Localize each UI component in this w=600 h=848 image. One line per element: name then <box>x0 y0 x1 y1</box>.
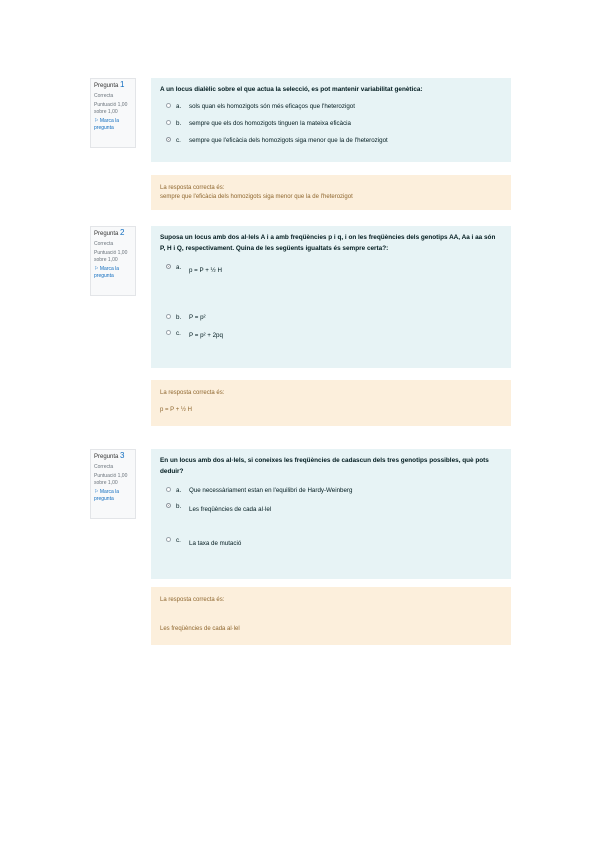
answer-option[interactable]: c. P = p² + 2pq <box>166 328 502 341</box>
question-mark: Puntuació 1,00 sobre 1,00 <box>94 473 128 486</box>
question-state: Correcta <box>94 463 114 470</box>
radio-button[interactable] <box>166 330 171 335</box>
question-number: Pregunta 2 <box>94 228 125 237</box>
flag-question-link[interactable]: ⚐ Marca la pregunta <box>94 489 120 502</box>
radio-button[interactable] <box>166 120 171 125</box>
answer-text: P = p² + 2pq <box>189 332 223 339</box>
answer-text: sempre que l'eficàcia dels homozigots siga menor que la de l'heterozigot <box>189 137 388 144</box>
question-info <box>90 226 136 296</box>
flag-icon: ⚐ <box>94 266 99 272</box>
radio-button[interactable] <box>166 314 171 319</box>
question-info <box>90 449 136 519</box>
flag-icon: ⚐ <box>94 118 99 124</box>
radio-button[interactable] <box>166 103 171 108</box>
correct-answer-feedback <box>151 587 511 645</box>
question-text: A un locus dialèlic sobre el que actua la selecció, es pot mantenir variabilitat genètica: <box>160 86 423 93</box>
flag-question-link[interactable]: ⚐ Marca la pregunta <box>94 266 120 279</box>
flag-icon: ⚐ <box>94 489 99 495</box>
answer-option[interactable]: b. P = p² <box>166 312 502 323</box>
answer-text: Que necessàriament estan en l'equilibri de Hardy-Weinberg <box>189 487 353 494</box>
answer-option[interactable]: c. La taxa de mutació <box>166 535 502 549</box>
question-content <box>151 78 511 162</box>
feedback-label: La resposta correcta és: <box>160 597 225 603</box>
radio-button[interactable] <box>166 537 171 542</box>
answer-option[interactable]: a. Que necessàriament estan en l'equilibri de Hardy-Weinberg <box>166 485 502 496</box>
answer-text: La taxa de mutació <box>189 540 242 547</box>
answer-option[interactable]: b. sempre que els dos homozigots tinguen la mateixa eficàcia <box>166 118 502 129</box>
answer-option[interactable]: c. sempre que l'eficàcia dels homozigots siga menor que la de l'heterozigot <box>166 135 502 146</box>
feedback-value: sempre que l'eficàcia dels homozigots siga menor que la de l'heterozigot <box>160 194 353 200</box>
feedback-value: p = P + ½ H <box>160 407 192 413</box>
answer-option[interactable]: a. p = P + ½ H <box>166 262 502 276</box>
answer-text: P = p² <box>189 314 206 321</box>
answer-option[interactable]: b. Les freqüències de cada al·lel <box>166 501 502 515</box>
radio-button-selected[interactable] <box>166 137 171 142</box>
flag-question-link[interactable]: ⚐ Marca la pregunta <box>94 118 120 131</box>
question-number: Pregunta 3 <box>94 451 125 460</box>
answer-text: p = P + ½ H <box>189 267 222 274</box>
answer-text: sols quan els homozigots són més eficaços que l'heterozigot <box>189 103 355 110</box>
question-text: Suposa un locus amb dos al·lels A i a amb freqüències p i q, i on les freqüències dels genotips AA, Aa i aa són P, H i Q, respectivament. Quina de les següents igualtats és sempre certa?: <box>160 234 496 252</box>
question-mark: Puntuació 1,00 sobre 1,00 <box>94 250 128 263</box>
feedback-value: Les freqüències de cada al·lel <box>160 626 240 632</box>
question-number: Pregunta 1 <box>94 80 125 89</box>
feedback-label: La resposta correcta és: <box>160 185 225 191</box>
question-info <box>90 78 136 148</box>
correct-answer-feedback <box>151 380 511 426</box>
correct-answer-feedback <box>151 175 511 210</box>
question-text: En un locus amb dos al·lels, si coneixes les freqüències de cadascun dels tres genotips possibles, què pots deduir? <box>160 457 489 475</box>
question-state: Correcta <box>94 240 114 247</box>
feedback-label: La resposta correcta és: <box>160 390 225 396</box>
question-mark: Puntuació 1,00 sobre 1,00 <box>94 102 128 115</box>
answer-option[interactable]: a. sols quan els homozigots són més eficaços que l'heterozigot <box>166 101 502 112</box>
radio-button[interactable] <box>166 487 171 492</box>
question-content <box>151 226 511 368</box>
question-content <box>151 449 511 579</box>
answer-text: Les freqüències de cada al·lel <box>189 506 272 513</box>
question-state: Correcta <box>94 92 114 99</box>
answer-text: sempre que els dos homozigots tinguen la mateixa eficàcia <box>189 120 351 127</box>
radio-button-selected[interactable] <box>166 503 171 508</box>
radio-button-selected[interactable] <box>166 264 171 269</box>
